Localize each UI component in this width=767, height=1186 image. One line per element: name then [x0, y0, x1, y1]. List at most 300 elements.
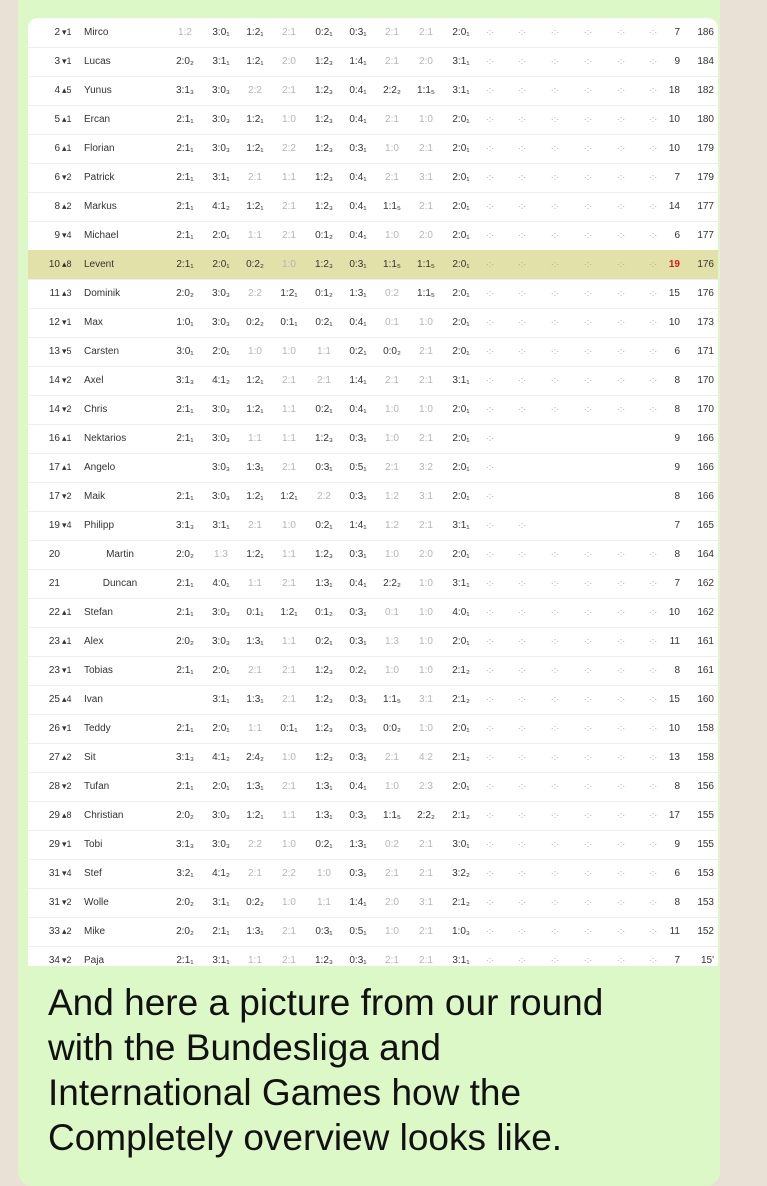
pending-tip-icon: ·:· [616, 723, 626, 733]
tip-cell: 1:1 [282, 810, 296, 821]
rank-change-cell: ▾2 [62, 955, 72, 965]
round-points: 14 [668, 201, 680, 212]
round-points: 15 [668, 694, 680, 705]
tip-cell: 3:0₁ [212, 27, 230, 38]
pending-tip-icon: ·:· [550, 636, 560, 646]
table-row [28, 917, 718, 947]
tip-cell: 1:2₃ [315, 955, 333, 966]
tip-cell: 1:2₃ [315, 85, 333, 96]
table-row [28, 105, 718, 135]
rank-cell: 16 [48, 433, 60, 444]
tip-cell: 1:2₃ [315, 549, 333, 560]
round-points: 17 [668, 810, 680, 821]
tip-cell: 3:1 [419, 897, 433, 908]
rank-cell: 29 [48, 839, 60, 850]
round-points: 8 [674, 665, 680, 676]
pending-tip-icon: ·:· [485, 143, 495, 153]
tip-cell: 0:5₁ [349, 462, 367, 473]
pending-tip-icon: ·:· [517, 259, 527, 269]
total-points: 170 [697, 375, 714, 386]
pending-tip-icon: ·:· [648, 230, 658, 240]
standings-table-image[interactable] [28, 18, 718, 966]
tip-cell: 2:0₂ [176, 897, 194, 908]
pending-tip-icon: ·:· [517, 868, 527, 878]
pending-tip-icon: ·:· [648, 694, 658, 704]
table-row [28, 946, 718, 966]
pending-tip-icon: ·:· [517, 723, 527, 733]
pending-tip-icon: ·:· [616, 56, 626, 66]
tip-cell: 2:1 [282, 926, 296, 937]
total-points: 184 [697, 56, 714, 67]
tip-cell: 2:0₂ [176, 56, 194, 67]
tip-cell: 2:0₁ [452, 462, 470, 473]
pending-tip-icon: ·:· [485, 230, 495, 240]
pending-tip-icon: ·:· [517, 317, 527, 327]
tip-cell: 0:4₁ [349, 578, 367, 589]
tip-cell: 2:0₂ [176, 926, 194, 937]
pending-tip-icon: ·:· [550, 897, 560, 907]
table-row [28, 453, 718, 483]
tip-cell: 1:1 [317, 346, 331, 357]
tip-cell: 0:4₁ [349, 230, 367, 241]
pending-tip-icon: ·:· [485, 665, 495, 675]
pending-tip-icon: ·:· [517, 27, 527, 37]
tip-cell: 2:0₁ [452, 230, 470, 241]
rank-change-cell: ▴2 [62, 926, 72, 936]
player-name: Max [84, 317, 103, 328]
total-points: 177 [697, 230, 714, 241]
pending-tip-icon: ·:· [485, 926, 495, 936]
table-row [28, 424, 718, 454]
round-points: 10 [668, 143, 680, 154]
pending-tip-icon: ·:· [550, 201, 560, 211]
tip-cell: 2:1₁ [176, 665, 194, 676]
player-name: Nektarios [84, 433, 127, 444]
pending-tip-icon: ·:· [583, 955, 593, 965]
pending-tip-icon: ·:· [583, 549, 593, 559]
tip-cell: 2:1₁ [176, 114, 194, 125]
tip-cell: 1:2₃ [315, 433, 333, 444]
message-bubble[interactable] [18, 0, 720, 1186]
tip-cell: 0:1₁ [280, 317, 298, 328]
pending-tip-icon: ·:· [550, 56, 560, 66]
tip-cell: 0:2₂ [246, 897, 264, 908]
pending-tip-icon: ·:· [648, 259, 658, 269]
tip-cell: 1:2₁ [246, 491, 264, 502]
pending-tip-icon: ·:· [583, 868, 593, 878]
round-points: 9 [674, 839, 680, 850]
pending-tip-icon: ·:· [583, 259, 593, 269]
tip-cell: 2:0₁ [452, 723, 470, 734]
tip-cell: 3:0₃ [212, 810, 230, 821]
rank-cell: 27 [48, 752, 60, 763]
tip-cell: 1:1 [282, 549, 296, 560]
tip-cell: 2:1 [248, 868, 262, 879]
round-points: 9 [674, 56, 680, 67]
round-points: 7 [674, 955, 680, 966]
tip-cell: 0:2₂ [246, 259, 264, 270]
table-row [28, 337, 718, 367]
pending-tip-icon: ·:· [485, 520, 495, 530]
tip-cell: 2:0₂ [176, 288, 194, 299]
tip-cell: 3:1₃ [176, 85, 194, 96]
tip-cell: 1:0 [385, 143, 399, 154]
pending-tip-icon: ·:· [648, 346, 658, 356]
round-points: 11 [669, 926, 680, 937]
pending-tip-icon: ·:· [583, 578, 593, 588]
round-points: 10 [668, 723, 680, 734]
tip-cell: 3:0₁ [176, 346, 194, 357]
player-name: Yunus [84, 85, 112, 96]
tip-cell: 1:1 [282, 636, 296, 647]
tip-cell: 1:1 [282, 172, 296, 183]
pending-tip-icon: ·:· [517, 230, 527, 240]
table-row [28, 540, 718, 570]
tip-cell: 2:1 [385, 752, 399, 763]
player-name: Dominik [84, 288, 121, 299]
pending-tip-icon: ·:· [485, 462, 495, 472]
pending-tip-icon: ·:· [517, 636, 527, 646]
tip-cell: 2:0₁ [452, 491, 470, 502]
pending-tip-icon: ·:· [485, 549, 495, 559]
tip-cell: 3:2 [419, 462, 433, 473]
tip-cell: 1:1 [317, 897, 331, 908]
player-name: Mike [84, 926, 106, 937]
tip-cell: 3:0₃ [212, 462, 230, 473]
rank-change-cell: ▴4 [62, 694, 72, 704]
rank-cell: 25 [48, 694, 60, 705]
tip-cell: 0:3₁ [349, 752, 367, 763]
tip-cell: 2:1 [282, 578, 296, 589]
message-line: with the Bundesliga and [48, 1027, 441, 1068]
pending-tip-icon: ·:· [485, 810, 495, 820]
table-row [28, 685, 718, 715]
total-points: 166 [697, 433, 714, 444]
round-points: 19 [668, 259, 680, 270]
tip-cell: 1:0 [385, 230, 399, 241]
pending-tip-icon: ·:· [517, 665, 527, 675]
tip-cell: 1:1 [248, 578, 262, 589]
rank-cell: 17 [48, 491, 60, 502]
pending-tip-icon: ·:· [583, 375, 593, 385]
pending-tip-icon: ·:· [583, 810, 593, 820]
pending-tip-icon: ·:· [550, 607, 560, 617]
tip-cell: 0:2 [385, 288, 399, 299]
round-points: 11 [669, 636, 680, 647]
tip-cell: 1:3₁ [246, 462, 264, 473]
pending-tip-icon: ·:· [517, 897, 527, 907]
round-points: 6 [674, 230, 680, 241]
total-points: 186 [697, 27, 714, 38]
pending-tip-icon: ·:· [583, 665, 593, 675]
tip-cell: 0:2₁ [349, 346, 367, 357]
round-points: 10 [668, 317, 680, 328]
tip-cell: 2:1 [419, 433, 433, 444]
tip-cell: 3:0₃ [212, 317, 230, 328]
rank-change-cell: ▾1 [62, 317, 72, 327]
tip-cell: 1:1₅ [417, 259, 435, 270]
round-points: 10 [668, 607, 680, 618]
tip-cell: 1:3₁ [246, 636, 264, 647]
tip-cell: 2:0₁ [452, 636, 470, 647]
round-points: 15 [668, 288, 680, 299]
pending-tip-icon: ·:· [485, 636, 495, 646]
tip-cell: 2:1 [282, 27, 296, 38]
total-points: 153 [697, 897, 714, 908]
pending-tip-icon: ·:· [583, 230, 593, 240]
table-row [28, 772, 718, 802]
tip-cell: 0:3₁ [349, 491, 367, 502]
tip-cell: 3:2₁ [176, 868, 194, 879]
pending-tip-icon: ·:· [616, 955, 626, 965]
pending-tip-icon: ·:· [485, 288, 495, 298]
total-points: 158 [697, 752, 714, 763]
tip-cell: 2:1₂ [452, 752, 470, 763]
round-points: 9 [674, 462, 680, 473]
tip-cell: 4:1₂ [212, 201, 230, 212]
round-points: 7 [674, 520, 680, 531]
tip-cell: 2:2₂ [383, 578, 401, 589]
tip-cell: 2:1 [419, 926, 433, 937]
pending-tip-icon: ·:· [583, 114, 593, 124]
tip-cell: 1:4₁ [349, 520, 367, 531]
round-points: 7 [674, 27, 680, 38]
player-name: Chris [84, 404, 108, 415]
total-points: 158 [697, 723, 714, 734]
pending-tip-icon: ·:· [616, 636, 626, 646]
tip-cell: 2:0₁ [212, 346, 230, 357]
tip-cell: 3:1 [419, 694, 433, 705]
table-row [28, 482, 718, 512]
player-name: Christian [84, 810, 124, 821]
pending-tip-icon: ·:· [517, 85, 527, 95]
pending-tip-icon: ·:· [550, 955, 560, 965]
tip-cell: 3:0₁ [452, 839, 470, 850]
tip-cell: 3:1₃ [176, 839, 194, 850]
pending-tip-icon: ·:· [550, 114, 560, 124]
player-name: Tobi [84, 839, 103, 850]
pending-tip-icon: ·:· [616, 897, 626, 907]
pending-tip-icon: ·:· [583, 288, 593, 298]
pending-tip-icon: ·:· [550, 259, 560, 269]
tip-cell: 1:0 [419, 723, 433, 734]
pending-tip-icon: ·:· [517, 694, 527, 704]
rank-cell: 21 [48, 578, 60, 589]
player-name: Mirco [84, 27, 109, 38]
tip-cell: 1:0 [419, 404, 433, 415]
round-points: 7 [674, 578, 680, 589]
pending-tip-icon: ·:· [616, 143, 626, 153]
rank-change-cell: ▾4 [62, 230, 72, 240]
total-points: 179 [697, 143, 714, 154]
pending-tip-icon: ·:· [517, 810, 527, 820]
pending-tip-icon: ·:· [517, 114, 527, 124]
pending-tip-icon: ·:· [616, 259, 626, 269]
tip-cell: 1:2₁ [246, 114, 264, 125]
total-points: 161 [697, 665, 714, 676]
pending-tip-icon: ·:· [517, 404, 527, 414]
tip-cell: 2:3 [419, 781, 433, 792]
pending-tip-icon: ·:· [648, 85, 658, 95]
tip-cell: 2:0 [419, 230, 433, 241]
pending-tip-icon: ·:· [517, 781, 527, 791]
pending-tip-icon: ·:· [616, 201, 626, 211]
pending-tip-icon: ·:· [550, 665, 560, 675]
pending-tip-icon: ·:· [517, 520, 527, 530]
tip-cell: 1:2₁ [246, 143, 264, 154]
tip-cell: 1:2₃ [315, 723, 333, 734]
tip-cell: 2:0₁ [452, 288, 470, 299]
tip-cell: 0:0₂ [383, 723, 401, 734]
tip-cell: 1:2₁ [246, 56, 264, 67]
tip-cell: 1:1 [248, 230, 262, 241]
tip-cell: 3:1₁ [212, 172, 230, 183]
rank-cell: 19 [48, 520, 60, 531]
total-points: 176 [697, 259, 714, 270]
pending-tip-icon: ·:· [616, 288, 626, 298]
table-row [28, 76, 718, 106]
pending-tip-icon: ·:· [550, 404, 560, 414]
message-line: International Games how the [48, 1072, 522, 1113]
tip-cell: 1:2₁ [246, 201, 264, 212]
pending-tip-icon: ·:· [583, 723, 593, 733]
round-points: 8 [674, 897, 680, 908]
tip-cell: 2:1 [419, 868, 433, 879]
tip-cell: 2:1 [385, 56, 399, 67]
rank-change-cell: ▾4 [62, 868, 72, 878]
tip-cell: 3:1 [419, 172, 433, 183]
tip-cell: 1:0 [282, 839, 296, 850]
pending-tip-icon: ·:· [648, 288, 658, 298]
pending-tip-icon: ·:· [616, 230, 626, 240]
tip-cell: 0:4₁ [349, 201, 367, 212]
tip-cell: 2:1 [282, 694, 296, 705]
pending-tip-icon: ·:· [583, 143, 593, 153]
tip-cell: 0:2₁ [315, 27, 333, 38]
player-name: Tobias [84, 665, 113, 676]
tip-cell: 1:1 [248, 723, 262, 734]
total-points: 15' [700, 955, 714, 966]
tip-cell: 2:1₂ [452, 897, 470, 908]
pending-tip-icon: ·:· [648, 868, 658, 878]
tip-cell: 2:2 [248, 839, 262, 850]
tip-cell: 0:4₁ [349, 85, 367, 96]
tip-cell: 0:1 [385, 317, 399, 328]
tip-cell: 1:0 [419, 317, 433, 328]
rank-cell: 11 [49, 288, 60, 299]
player-name: Ercan [84, 114, 111, 125]
tip-cell: 0:2₁ [315, 839, 333, 850]
tip-cell: 4:1₂ [212, 375, 230, 386]
tip-cell: 1:3₁ [315, 578, 333, 589]
tip-cell: 3:1₁ [452, 375, 470, 386]
pending-tip-icon: ·:· [485, 56, 495, 66]
player-name: Lucas [84, 56, 111, 67]
tip-cell: 2:2 [282, 143, 296, 154]
round-points: 13 [668, 752, 680, 763]
tip-cell: 0:4₁ [349, 317, 367, 328]
pending-tip-icon: ·:· [648, 723, 658, 733]
rank-cell: 5 [54, 114, 60, 125]
tip-cell: 0:3₁ [349, 433, 367, 444]
pending-tip-icon: ·:· [517, 172, 527, 182]
pending-tip-icon: ·:· [550, 27, 560, 37]
pending-tip-icon: ·:· [616, 810, 626, 820]
tip-cell: 1:2₃ [315, 114, 333, 125]
tip-cell: 2:1₂ [452, 665, 470, 676]
tip-cell: 2:0₁ [452, 27, 470, 38]
tip-cell: 0:1 [385, 607, 399, 618]
tip-cell: 4:1₂ [212, 868, 230, 879]
rank-change-cell: ▾2 [62, 375, 72, 385]
tip-cell: 2:1 [419, 839, 433, 850]
tip-cell: 2:1 [385, 462, 399, 473]
tip-cell: 1:2₁ [280, 491, 298, 502]
table-row [28, 47, 718, 77]
round-points: 8 [674, 491, 680, 502]
tip-cell: 1:2 [385, 520, 399, 531]
total-points: 155 [697, 810, 714, 821]
tip-cell: 2:0₁ [452, 143, 470, 154]
table-row [28, 888, 718, 918]
pending-tip-icon: ·:· [616, 752, 626, 762]
pending-tip-icon: ·:· [648, 781, 658, 791]
pending-tip-icon: ·:· [485, 172, 495, 182]
player-name: Martin [106, 549, 134, 560]
tip-cell: 1:0₁ [176, 317, 194, 328]
pending-tip-icon: ·:· [616, 114, 626, 124]
tip-cell: 0:1₁ [280, 723, 298, 734]
tip-cell: 2:1₁ [176, 491, 194, 502]
pending-tip-icon: ·:· [485, 346, 495, 356]
rank-cell: 23 [48, 636, 60, 647]
round-points: 8 [674, 375, 680, 386]
tip-cell: 1:0 [282, 114, 296, 125]
pending-tip-icon: ·:· [485, 868, 495, 878]
tip-cell: 3:1₁ [212, 56, 230, 67]
player-name: Stefan [84, 607, 113, 618]
pending-tip-icon: ·:· [517, 201, 527, 211]
tip-cell: 2:1₁ [176, 143, 194, 154]
total-points: 170 [697, 404, 714, 415]
tip-cell: 2:0 [282, 56, 296, 67]
pending-tip-icon: ·:· [648, 201, 658, 211]
tip-cell: 3:0₃ [212, 143, 230, 154]
pending-tip-icon: ·:· [583, 839, 593, 849]
pending-tip-icon: ·:· [485, 781, 495, 791]
pending-tip-icon: ·:· [648, 56, 658, 66]
tip-cell: 1:0 [419, 636, 433, 647]
pending-tip-icon: ·:· [550, 549, 560, 559]
pending-tip-icon: ·:· [616, 926, 626, 936]
round-points: 6 [674, 868, 680, 879]
pending-tip-icon: ·:· [583, 85, 593, 95]
rank-cell: 6 [54, 172, 60, 183]
tip-cell: 2:1 [419, 201, 433, 212]
pending-tip-icon: ·:· [616, 346, 626, 356]
round-points: 9 [674, 433, 680, 444]
rank-change-cell: ▴1 [62, 636, 72, 646]
pending-tip-icon: ·:· [616, 578, 626, 588]
message-line: Completely overview looks like. [48, 1117, 563, 1158]
message-line: And here a picture from our round [48, 982, 604, 1023]
player-name: Teddy [84, 723, 111, 734]
rank-change-cell: ▾2 [62, 172, 72, 182]
pending-tip-icon: ·:· [648, 839, 658, 849]
tip-cell: 2:1₁ [176, 723, 194, 734]
tip-cell: 3:0₃ [212, 636, 230, 647]
tip-cell: 1:4₁ [349, 56, 367, 67]
